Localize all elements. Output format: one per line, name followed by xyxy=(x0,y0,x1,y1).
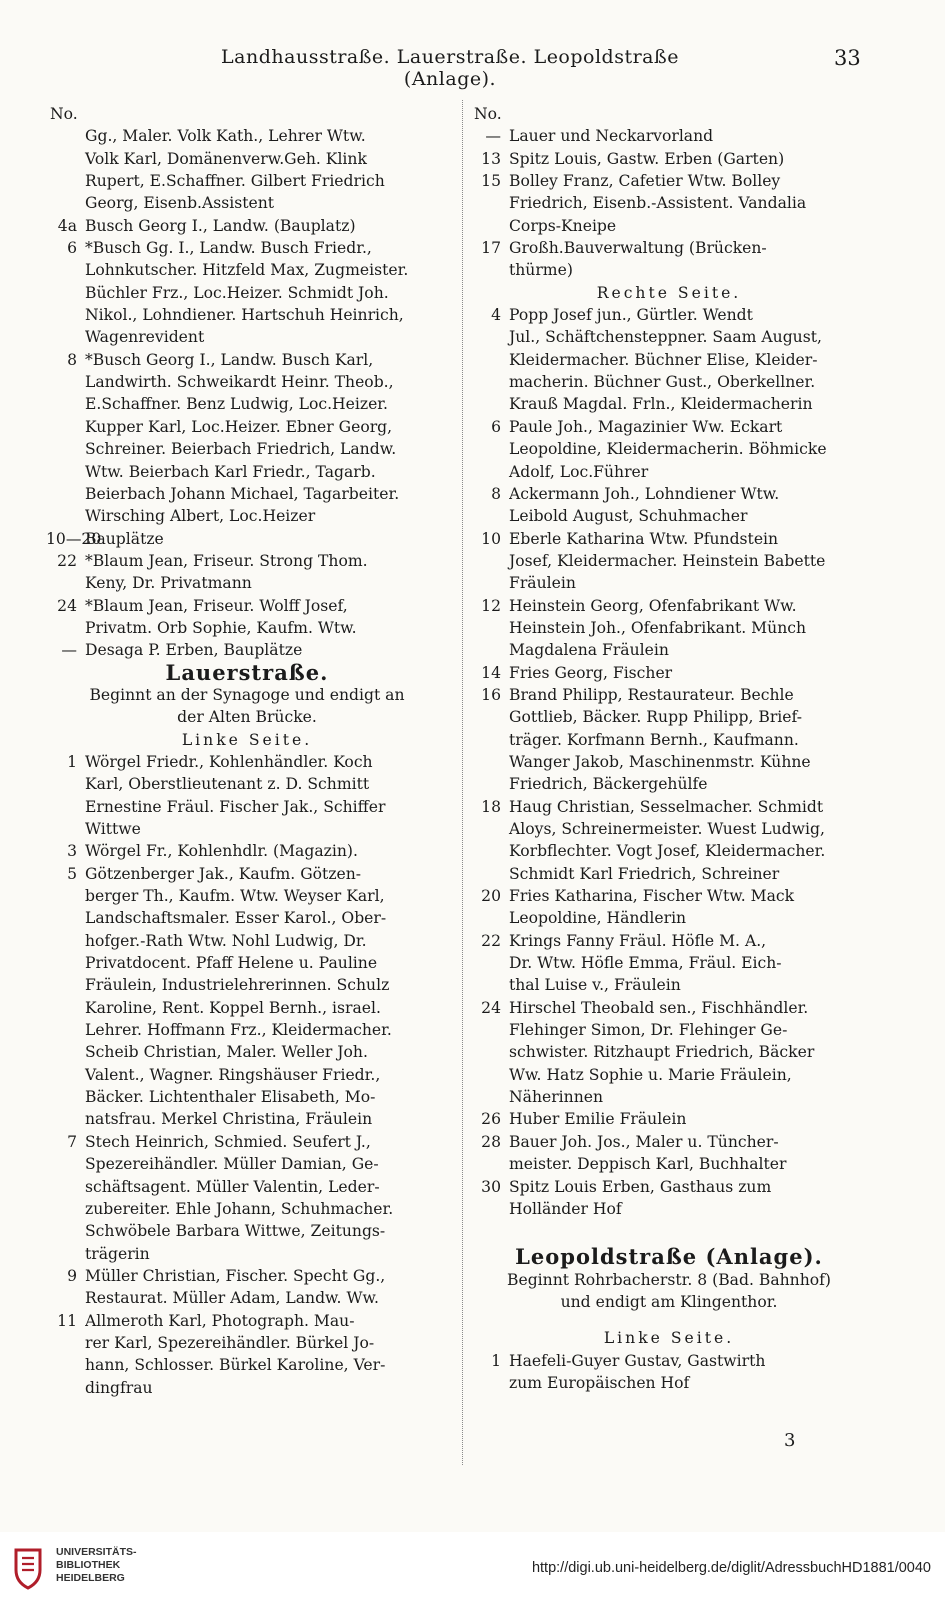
address-entry xyxy=(470,528,868,550)
entry-text: *Blaum Jean, Friseur. Strong Thom. xyxy=(85,551,368,570)
entry-continuation: zubereiter. Ehle Johann, Schuhmacher. xyxy=(85,1199,394,1218)
address-entry xyxy=(470,595,868,617)
entry-continuation: Schreiner. Beierbach Friedrich, Landw. xyxy=(85,440,397,459)
address-entry xyxy=(470,1176,868,1198)
entry-continuation: schwister. Ritzhaupt Friedrich, Bäcker xyxy=(509,1043,815,1062)
entry-continuation: Wittwe xyxy=(85,820,141,838)
house-number: 1 xyxy=(67,752,77,771)
entry-continuation: Ernestine Fräul. Fischer Jak., Schiffer xyxy=(85,797,386,816)
entry-continuation: Aloys, Schreinermeister. Wuest Ludwig, xyxy=(509,820,825,838)
entry-text: Wörgel Friedr., Kohlenhändler. Koch xyxy=(85,752,373,771)
address-entry xyxy=(470,416,868,438)
entry-continuation: Heinstein Joh., Ofenfabrikant. Münch xyxy=(509,618,807,637)
entry-continuation: Holländer Hof xyxy=(509,1199,622,1218)
house-number: 24 xyxy=(481,998,501,1017)
entry-continuation: thürme) xyxy=(509,261,573,280)
entry-continuation: Privatm. Orb Sophie, Kaufm. Wtw. xyxy=(85,618,357,637)
side-heading: Rechte Seite. xyxy=(596,283,742,302)
entry-text: Fries Georg, Fischer xyxy=(509,663,673,682)
entry-text: Krings Fanny Fräul. Höfle M. A., xyxy=(509,931,767,950)
entry-continuation: hann, Schlosser. Bürkel Karoline, Ver- xyxy=(85,1356,386,1375)
house-number: 5 xyxy=(67,864,77,883)
house-number: 20 xyxy=(481,887,501,906)
house-number: 4a xyxy=(57,216,77,235)
house-number: 8 xyxy=(67,350,77,369)
entry-continuation: Kleidermacher. Büchner Elise, Kleider- xyxy=(509,350,818,369)
entry-text: Großh.Bauverwaltung (Brücken- xyxy=(509,239,767,258)
entry-continuation: Leibold August, Schuhmacher xyxy=(509,507,748,526)
section-description: und endigt am Klingenthor. xyxy=(560,1292,778,1311)
address-entry xyxy=(46,863,448,885)
entry-text: Haefeli-Guyer Gustav, Gastwirth xyxy=(509,1351,766,1370)
running-head: Landhausstraße. Lauerstraße. Leopoldstraße (Anlage). xyxy=(221,46,679,90)
address-entry xyxy=(470,662,868,684)
entry-text: Paule Joh., Magazinier Ww. Eckart xyxy=(509,417,783,436)
entry-continuation: Volk Karl, Domänenverw.Geh. Klink xyxy=(85,149,367,168)
house-number: 10 xyxy=(481,529,501,548)
house-number: 14 xyxy=(481,663,501,682)
house-number: 6 xyxy=(491,417,501,436)
house-number: — xyxy=(61,641,77,660)
entry-text: Desaga P. Erben, Bauplätze xyxy=(85,641,303,660)
entry-continuation: Landwirth. Schweikardt Heinr. Theob., xyxy=(85,373,394,392)
entry-continuation: Wtw. Beierbach Karl Friedr., Tagarb. xyxy=(85,462,376,481)
entry-continuation: Büchler Frz., Loc.Heizer. Schmidt Joh. xyxy=(85,283,389,302)
house-number: — xyxy=(485,127,501,146)
entry-text: Lauer und Neckarvorland xyxy=(509,127,714,146)
entry-continuation: Näherinnen xyxy=(509,1088,604,1107)
entry-continuation: rer Karl, Spezereihändler. Bürkel Jo- xyxy=(85,1333,375,1352)
address-entry xyxy=(470,148,868,170)
entry-text: Ackermann Joh., Lohndiener Wtw. xyxy=(509,484,780,503)
entry-text: Wörgel Fr., Kohlenhdlr. (Magazin). xyxy=(85,842,358,861)
entry-continuation: Jul., Schäftchensteppner. Saam August, xyxy=(509,328,822,347)
entry-continuation: Josef, Kleidermacher. Heinstein Babette xyxy=(509,551,826,570)
house-number: 8 xyxy=(491,484,501,503)
entry-continuation: Flehinger Simon, Dr. Flehinger Ge- xyxy=(509,1021,788,1040)
entry-text: *Busch Gg. I., Landw. Busch Friedr., xyxy=(85,239,372,258)
section-description: Beginnt Rohrbacherstr. 8 (Bad. Bahnhof) xyxy=(507,1270,831,1289)
entry-continuation: natsfrau. Merkel Christina, Fräulein xyxy=(85,1110,373,1129)
entry-text: Spitz Louis Erben, Gasthaus zum xyxy=(509,1177,772,1196)
entry-continuation: Bäcker. Lichtenthaler Elisabeth, Mo- xyxy=(85,1088,376,1107)
entry-text: Müller Christian, Fischer. Specht Gg., xyxy=(85,1266,386,1285)
entry-text: Haug Christian, Sesselmacher. Schmidt xyxy=(509,797,824,816)
entry-continuation: Gottlieb, Bäcker. Rupp Philipp, Brief- xyxy=(509,708,802,727)
entry-continuation: Wirsching Albert, Loc.Heizer xyxy=(85,507,316,526)
address-entry xyxy=(470,796,868,818)
entry-text: Hirschel Theobald sen., Fischhändler. xyxy=(509,998,809,1017)
address-entry xyxy=(46,751,448,773)
column-number-header: No. xyxy=(50,105,78,123)
entry-continuation: Adolf, Loc.Führer xyxy=(509,462,649,481)
address-entry xyxy=(470,304,868,326)
entry-continuation: Nikol., Lohndiener. Hartschuh Heinrich, xyxy=(85,306,404,325)
entry-continuation: Landschaftsmaler. Esser Karol., Ober- xyxy=(85,909,387,928)
entry-continuation: träger. Korfmann Bernh., Kaufmann. xyxy=(509,730,799,749)
address-entry xyxy=(470,1350,868,1372)
entry-text: Bauer Joh. Jos., Maler u. Tüncher- xyxy=(509,1132,779,1151)
entry-continuation: Privatdocent. Pfaff Helene u. Pauline xyxy=(85,954,378,973)
house-number: 26 xyxy=(481,1110,501,1129)
entry-continuation: Rupert, E.Schaffner. Gilbert Friedrich xyxy=(85,172,385,191)
entry-continuation: dingfrau xyxy=(85,1378,153,1397)
entry-continuation: Wanger Jakob, Maschinenmstr. Kühne xyxy=(509,752,811,771)
address-entry xyxy=(470,1108,868,1130)
left-entries xyxy=(46,103,448,662)
entry-continuation: zum Europäischen Hof xyxy=(509,1373,690,1392)
entry-continuation: Fräulein xyxy=(509,574,576,593)
address-entry xyxy=(46,1310,448,1332)
house-number: 10—20 xyxy=(46,529,102,548)
entry-continuation: E.Schaffner. Benz Ludwig, Loc.Heizer. xyxy=(85,395,389,414)
entry-text: Popp Josef jun., Gürtler. Wendt xyxy=(509,306,753,325)
house-number: 1 xyxy=(491,1351,501,1370)
house-number: 17 xyxy=(481,239,501,258)
entry-text: Stech Heinrich, Schmied. Seufert J., xyxy=(85,1132,371,1151)
entry-continuation: Lohnkutscher. Hitzfeld Max, Zugmeister. xyxy=(85,261,409,280)
right-entries-rechte-seite xyxy=(470,304,868,1220)
side-heading: Linke Seite. xyxy=(603,1329,735,1348)
entry-continuation: Scheib Christian, Maler. Weller Joh. xyxy=(85,1043,368,1062)
section-description: Beginnt an der Synagoge und endigt an xyxy=(89,685,405,704)
entry-continuation: Lehrer. Hoffmann Frz., Kleidermacher. xyxy=(85,1021,392,1040)
house-number: 22 xyxy=(481,931,501,950)
entry-continuation: meister. Deppisch Karl, Buchhalter xyxy=(509,1155,787,1174)
library-name: UNIVERSITÄTS- BIBLIOTHEK HEIDELBERG xyxy=(56,1546,137,1584)
house-number: 24 xyxy=(57,596,77,615)
entry-continuation: Leopoldine, Kleidermacherin. Böhmicke xyxy=(509,440,827,459)
entry-continuation: Korbflechter. Vogt Josef, Kleidermacher. xyxy=(509,842,826,861)
house-number: 28 xyxy=(481,1132,501,1151)
entry-continuation: berger Th., Kaufm. Wtw. Weyser Karl, xyxy=(85,887,385,906)
entry-continuation: Valent., Wagner. Ringshäuser Friedr., xyxy=(85,1065,381,1084)
entry-continuation: Gg., Maler. Volk Kath., Lehrer Wtw. xyxy=(85,127,366,146)
entry-text: Eberle Katharina Wtw. Pfundstein xyxy=(509,529,779,548)
house-number: 7 xyxy=(67,1132,77,1151)
house-number: 12 xyxy=(481,596,501,615)
sheet-mark: 3 xyxy=(784,1430,796,1451)
right-entries-leopoldstrasse xyxy=(470,1350,868,1395)
address-entry xyxy=(470,930,868,952)
address-entry xyxy=(470,125,868,147)
right-column xyxy=(470,103,868,1394)
house-number: 22 xyxy=(57,551,77,570)
address-entry xyxy=(470,483,868,505)
address-entry xyxy=(46,215,448,237)
entry-continuation: Karoline, Rent. Koppel Bernh., israel. xyxy=(85,998,381,1017)
left-column xyxy=(46,103,448,1399)
house-number: 9 xyxy=(67,1266,77,1285)
entry-continuation: Spezereihändler. Müller Damian, Ge- xyxy=(85,1155,379,1174)
entry-text: Fries Katharina, Fischer Wtw. Mack xyxy=(509,887,795,906)
column-number-header: No. xyxy=(474,105,502,123)
page-number: 33 xyxy=(834,46,861,70)
entry-text: Bauplätze xyxy=(85,529,164,548)
entry-continuation: Georg, Eisenb.Assistent xyxy=(85,194,275,213)
entry-continuation: Karl, Oberstlieutenant z. D. Schmitt xyxy=(85,775,370,794)
house-number: 30 xyxy=(481,1177,501,1196)
address-entry xyxy=(470,997,868,1019)
house-number: 16 xyxy=(481,685,501,704)
address-entry xyxy=(470,684,868,706)
entry-continuation: Ww. Hatz Sophie u. Marie Fräulein, xyxy=(509,1065,792,1084)
address-entry xyxy=(46,349,448,371)
entry-text: Allmeroth Karl, Photograph. Mau- xyxy=(85,1311,355,1330)
entry-text: *Blaum Jean, Friseur. Wolff Josef, xyxy=(85,596,348,615)
source-url-link[interactable]: http://digi.ub.uni-heidelberg.de/diglit/AdressbuchHD1881/0040 xyxy=(531,1560,931,1576)
entry-continuation: Dr. Wtw. Höfle Emma, Fräul. Eich- xyxy=(509,954,782,973)
entry-continuation: macherin. Büchner Gust., Oberkellner. xyxy=(509,373,816,392)
house-number: 3 xyxy=(67,842,77,861)
house-number: 6 xyxy=(67,239,77,258)
entry-text: Busch Georg I., Landw. (Bauplatz) xyxy=(85,216,356,235)
house-number: 15 xyxy=(481,172,501,191)
address-entry xyxy=(470,885,868,907)
footer-bar xyxy=(0,1532,945,1602)
address-entry xyxy=(470,170,868,192)
entry-text: Götzenberger Jak., Kaufm. Götzen- xyxy=(85,864,362,883)
entry-text: Bolley Franz, Cafetier Wtw. Bolley xyxy=(509,172,781,191)
left-entries-lauerstrasse xyxy=(46,751,448,1399)
entry-text: Huber Emilie Fräulein xyxy=(509,1110,687,1129)
entry-continuation: Friedrich, Bäckergehülfe xyxy=(509,775,708,794)
entry-continuation: Friedrich, Eisenb.-Assistent. Vandalia xyxy=(509,194,807,213)
house-number: 11 xyxy=(57,1311,77,1330)
entry-continuation: Keny, Dr. Privatmann xyxy=(85,574,252,593)
address-entry xyxy=(46,550,448,572)
entry-continuation: Schmidt Karl Friedrich, Schreiner xyxy=(509,864,780,883)
address-entry xyxy=(46,1265,448,1287)
entry-continuation: Wagenrevident xyxy=(85,328,205,347)
entry-continuation: Schwöbele Barbara Wittwe, Zeitungs- xyxy=(85,1222,386,1241)
address-entry xyxy=(46,237,448,259)
entry-continuation: Restaurat. Müller Adam, Landw. Ww. xyxy=(85,1289,379,1308)
address-entry xyxy=(46,639,448,661)
entry-text: Spitz Louis, Gastw. Erben (Garten) xyxy=(509,149,785,168)
entry-text: Heinstein Georg, Ofenfabrikant Ww. xyxy=(509,596,797,615)
section-title-leopoldstrasse: Leopoldstraße (Anlage). xyxy=(515,1244,823,1270)
university-logo-icon xyxy=(8,1544,48,1590)
entry-continuation: Kupper Karl, Loc.Heizer. Ebner Georg, xyxy=(85,417,393,436)
entry-text: Brand Philipp, Restaurateur. Bechle xyxy=(509,685,794,704)
address-entry xyxy=(470,237,868,259)
entry-continuation: Fräulein, Industrielehrerinnen. Schulz xyxy=(85,976,390,995)
entry-continuation: thal Luise v., Fräulein xyxy=(509,976,681,995)
right-entries xyxy=(470,103,868,282)
entry-continuation: Beierbach Johann Michael, Tagarbeiter. xyxy=(85,484,400,503)
section-description: der Alten Brücke. xyxy=(177,708,317,727)
entry-continuation: trägerin xyxy=(85,1244,150,1263)
entry-text: *Busch Georg I., Landw. Busch Karl, xyxy=(85,350,374,369)
column-divider xyxy=(462,100,463,1465)
house-number: 18 xyxy=(481,797,501,816)
section-title-lauerstrasse: Lauerstraße. xyxy=(165,659,329,685)
entry-continuation: hofger.-Rath Wtw. Nohl Ludwig, Dr. xyxy=(85,931,367,950)
side-heading: Linke Seite. xyxy=(181,730,313,749)
house-number: 13 xyxy=(481,149,501,168)
address-entry xyxy=(46,840,448,862)
address-entry xyxy=(470,1131,868,1153)
address-entry xyxy=(46,528,448,550)
house-number: 4 xyxy=(491,306,501,325)
entry-continuation: Corps-Kneipe xyxy=(509,216,617,235)
address-entry xyxy=(46,595,448,617)
entry-continuation: Leopoldine, Händlerin xyxy=(509,909,687,928)
address-entry xyxy=(46,1131,448,1153)
entry-continuation: Krauß Magdal. Frln., Kleidermacherin xyxy=(509,395,813,414)
entry-continuation: schäftsagent. Müller Valentin, Leder- xyxy=(85,1177,380,1196)
entry-continuation: Magdalena Fräulein xyxy=(509,641,669,660)
